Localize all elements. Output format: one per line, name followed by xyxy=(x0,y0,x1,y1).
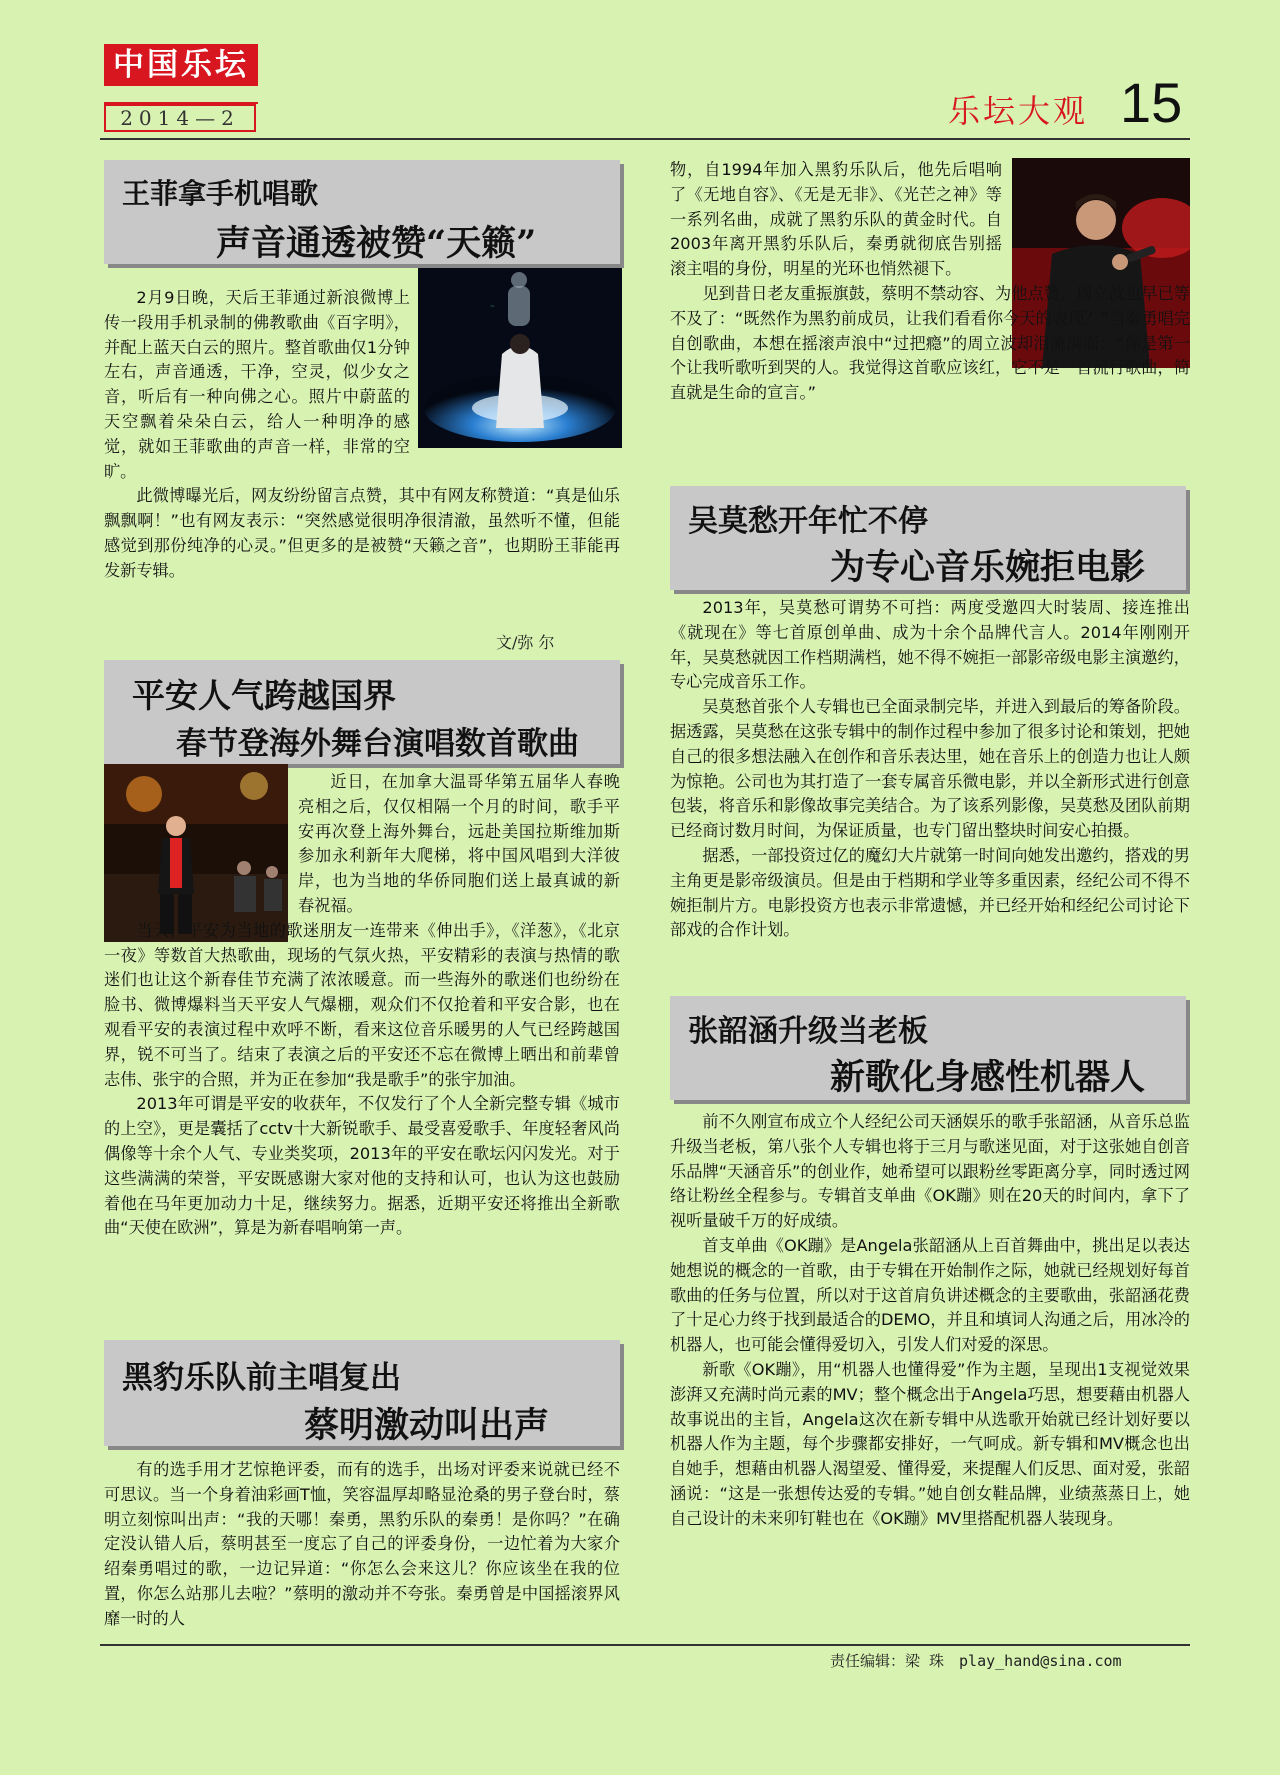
headline-line-2: 春节登海外舞台演唱数首歌曲 xyxy=(176,726,579,762)
paragraph: 2月9日晚，天后王菲通过新浪微博上传一段用手机录制的佛教歌曲《百字明》，并配上蓝天白云的照片。整首歌曲仅1分钟左右，声音通透，干净，空灵，似少女之音，听后有一种向佛之心。照片中蔚蓝的天空飘着朵朵白云，给人一种明净的感觉，就如王菲歌曲的声音一样，非常的空旷。 xyxy=(104,288,410,481)
paragraph: 当天，平安为当地的歌迷朋友一连带来《伸出手》，《洋葱》，《北京一夜》等数首大热歌曲，现场的气氛火热，平安精彩的表演与热情的歌迷们也让这个新春佳节充满了浓浓暖意。而一些海外的歌迷们也纷纷在脸书、微博爆料当天平安人气爆棚，观众们不仅抢着和平安合影，也在观看平安的表演过程中欢呼不断，看来这位音乐暖男的人气已经跨越国界，锐不可当了。结束了表演之后的平安还不忘在微博上晒出和前辈曾志伟、张宇的合照，并为正在参加“我是歌手”的张宇加油。 xyxy=(104,920,620,1089)
headline-line-1: 王菲拿手机唱歌 xyxy=(122,177,319,210)
paragraph: 吴莫愁首张个人专辑也已全面录制完毕，并进入到最后的筹备阶段。据透露，吴莫愁在这张专辑中的制作过程中参加了很多讨论和策划，把她自己的很多想法融入在创作和音乐表达里，她在音乐上的创造力也让人颇为惊艳。公司也为其打造了一套专属音乐微电影，并以全新形式进行创意包装，将音乐和影像故事完美结合。为了该系列影像，吴莫愁及团队前期已经商讨数月时间，为保证质量，也专门留出整块时间安心拍摄。 xyxy=(670,697,1190,841)
editor-credit: 责任编辑：梁 珠 play_hand@sina.com xyxy=(830,1652,1122,1670)
svg-text:~: ~ xyxy=(490,303,496,310)
paragraph: 据悉，一部投资过亿的魔幻大片就第一时间向她发出邀约，搭戏的男主角更是影帝级演员。但是由于档期和学业等多重因素，经纪公司不得不婉拒制片方。电影投资方也表示非常遗憾，并已经开始和经纪公司讨论下部戏的合作计划。 xyxy=(670,845,1190,940)
paragraph: 首支单曲《OK蹦》是Angela张韶涵从上百首舞曲中，挑出足以表达她想说的概念的一首歌，由于专辑在开始制作之际，她就已经规划好每首歌曲的任务与位置，所以对于这首肩负讲述概念的主要歌曲，张韶涵花费了十足心力终于找到最适合的DEMO，并且和填词人沟通之后，用冰冷的机器人，也可能会懂得爱切入，引发人们对爱的深思。 xyxy=(670,1235,1190,1355)
article-headline-faye xyxy=(104,160,620,264)
headline-line-2: 为专心音乐婉拒电影 xyxy=(830,547,1146,588)
article-headline-angela xyxy=(670,996,1186,1100)
paragraph: 前不久刚宣布成立个人经纪公司天涵娱乐的歌手张韶涵，从音乐总监升级当老板，第八张个人专辑也将于三月与歌迷见面，对于这张她自创音乐品牌“天涵音乐”的创业作，她希望可以跟粉丝零距离分享，同时透过网络让粉丝全程参与。专辑首支单曲《OK蹦》则在20天的时间内，拿下了视听量破千万的好成绩。 xyxy=(670,1112,1190,1231)
paragraph: 此微博曝光后，网友纷纷留言点赞，其中有网友称赞道：“真是仙乐飘飘啊！”也有网友表示：“突然感觉很明净很清澈，虽然听不懂，但能感觉到那份纯净的心灵。”但更多的是被赞“天籁之音”，也期盼王菲能再发新专辑。 xyxy=(104,486,620,580)
article-headline-heibao xyxy=(104,1340,620,1446)
paragraph: 近日，在加拿大温哥华第五届华人春晚亮相之后，仅仅相隔一个月的时间，歌手平安再次登上海外舞台，远赴美国拉斯维加斯参加永利新年大爬梯，将中国风唱到大洋彼岸，也为当地的华侨同胞们送上最真诚的新春祝福。 xyxy=(298,772,620,915)
article-body-heibao-col2 xyxy=(670,158,1190,406)
paragraph: 2013年可谓是平安的收获年，不仅发行了个人全新完整专辑《城市的上空》，更是囊括了cctv十大新锐歌手、最受喜爱歌手、年度轻奢风尚偶像等十余个人气、专业类奖项，2013年的平安在歌坛闪闪发光。对于这些满满的荣誉，平安既感谢大家对他的支持和认可，也认为这也鼓励着他在马年更加动力十足，继续努力。据悉，近期平安还将推出全新歌曲“天使在欧洲”，算是为新春唱响第一声。 xyxy=(104,1094,620,1238)
article-byline: 文/弥 尔 xyxy=(496,633,555,652)
headline-line-2: 蔡明激动叫出声 xyxy=(304,1405,550,1446)
section-title: 乐坛大观 xyxy=(948,92,1089,130)
footer-rule xyxy=(100,1644,1190,1646)
headline-line-1: 黑豹乐队前主唱复出 xyxy=(122,1360,401,1396)
paragraph: 2013年，吴莫愁可谓势不可挡：两度受邀四大时装周、接连推出《就现在》等七首原创单曲、成为十余个品牌代言人。2014年刚刚开年，吴莫愁就因工作档期满档，她不得不婉拒一部影帝级电影主演邀约，专心完成音乐工作。 xyxy=(670,598,1190,692)
headline-line-1: 张韶涵升级当老板 xyxy=(688,1014,928,1049)
article-headline-wumochou xyxy=(670,486,1186,590)
issue-date: 2014—2 xyxy=(104,104,256,132)
article-body-heibao-col1 xyxy=(104,1458,620,1632)
article-body-angela xyxy=(670,1110,1190,1532)
headline-line-2: 新歌化身感性机器人 xyxy=(830,1057,1146,1098)
paragraph: 见到昔日老友重振旗鼓，蔡明不禁动容、为他点赞，周立波也早已等不及了：“既然作为黑豹前成员，让我们看看你今天的表现？”当秦勇唱完自创歌曲，本想在摇滚声浪中“过把瘾”的周立波却泪流满面：“你是第一个让我听歌听到哭的人。我觉得这首歌应该红，它不是一首流行歌曲，简直就是生命的宣言。” xyxy=(670,283,1190,403)
paragraph: 新歌《OK蹦》，用“机器人也懂得爱”作为主题，呈现出1支视觉效果澎湃又充满时尚元素的MV；整个概念出于Angela巧思，想要藉由机器人故事说出的主旨，Angela这次在新专辑中从选歌开始就已经计划好要以机器人作为主题，每个步骤都安排好，一气呵成。新专辑和MV概念也出自她手，想藉由机器人渴望爱、懂得爱，来提醒人们反思、面对爱，张韶涵说：“这是一张想传达爱的专辑。”她自创女鞋品牌，业绩蒸蒸日上，她自己设计的未来卯钉鞋也在《OK蹦》MV里搭配机器人装现身。 xyxy=(670,1359,1190,1528)
article-body-wumochou xyxy=(670,596,1190,943)
headline-line-1: 吴莫愁开年忙不停 xyxy=(688,504,928,539)
headline-line-1: 平安人气跨越国界 xyxy=(132,676,396,715)
paragraph: 物，自1994年加入黑豹乐队后，他先后唱响了《无地自容》、《无是无非》、《光芒之神》等一系列名曲，成就了黑豹乐队的黄金时代。自2003年离开黑豹乐队后，秦勇就彻底告别摇滚主唱的身份，明星的光环也悄然褪下。 xyxy=(670,160,1002,279)
article-headline-pingan xyxy=(104,660,620,764)
headline-line-2: 声音通透被赞“天籁” xyxy=(216,223,537,264)
article-body-faye xyxy=(104,286,620,584)
magazine-logo: 中国乐坛 xyxy=(104,44,258,86)
article-body-pingan xyxy=(104,770,620,1241)
page-number: 15 xyxy=(1120,71,1183,134)
header-rule xyxy=(100,138,1190,140)
paragraph: 有的选手用才艺惊艳评委，而有的选手，出场对评委来说就已经不可思议。当一个身着油彩画T恤，笑容温厚却略显沧桑的男子登台时，蔡明立刻惊叫出声：“我的天哪！秦勇，黑豹乐队的秦勇！是你吗？”在确定没认错人后，蔡明甚至一度忘了自己的评委身份，一边忙着为大家介绍秦勇唱过的歌，一边记异道：“你怎么会来这儿？你应该坐在我的位置，你怎么站那儿去啦？”蔡明的激动并不夸张。秦勇曾是中国摇滚界风靡一时的人 xyxy=(104,1460,620,1628)
